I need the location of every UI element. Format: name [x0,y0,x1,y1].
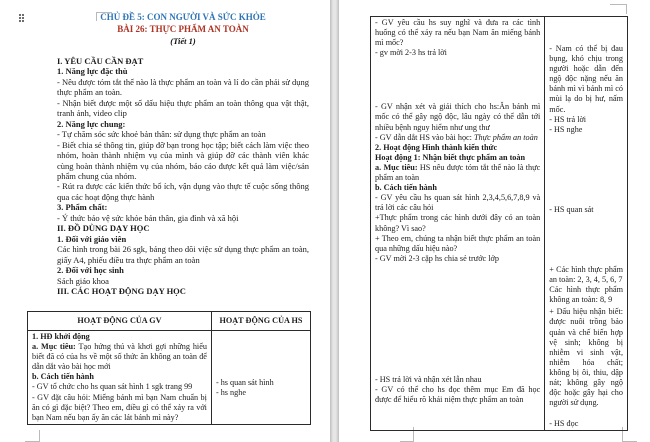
lesson-title: BÀI 26: THỰC PHẨM AN TOÀN [117,24,249,34]
activity-line [375,375,540,385]
line-text: - HS trả lời [549,114,587,124]
lesson-subtitle: (Tiết 1) [170,36,196,46]
line-text: - GV yêu cầu hs quan sát hình 2,3,4,5,6,7,8,9 và trả lời các câu hỏi [375,193,541,213]
paragraph-text: - Rút ra được các kiến thức bổ ích, vận dụng vào thực tế cuộc sống thông qua các hoạt động thực hành [57,181,309,202]
paragraph-text: - Nhận biết được một số dấu hiệu thực phẩm an toàn thông qua vật thật, tranh ảnh, video clip [57,97,309,119]
paragraph [57,98,309,119]
heading-text: 1. Năng lực đặc thù [57,66,128,77]
chapter-title: CHỦ ĐỀ 5: CON NGƯỜI VÀ SỨC KHỎE [100,12,266,22]
activity-line [549,307,623,408]
activity-heading [375,183,540,193]
line-text: - GV đặt câu hỏi: Miếng bánh mì bạn Nam chuẩn bị ăn có gì đặc biệt? Theo em, điều gì có thể xảy ra với bạn Nam nếu bạn ấy ăn các lát bánh mì này? [32,392,207,422]
heading [57,202,309,212]
heading-text: 3. Phẩm chất: [57,202,108,213]
line-text: - hs quan sát hình [215,378,274,387]
activity-line [375,163,540,183]
paragraph-text: - Tự chăm sóc sức khoẻ bản thân: sử dụng thực phẩm an toàn [57,129,266,140]
hs-cell [211,331,310,425]
line-text: - GV mời 2-3 cặp hs chia sẻ trước lớp [375,253,499,263]
activity-line [375,385,540,405]
activity-heading [375,153,540,163]
lead-bold: a. Mục tiêu: [375,162,418,172]
activity-heading-text: Hoạt động 1: Nhận biết thực phẩm an toàn [375,152,526,162]
paragraph-text: Các hình trong bài 26 sgk, bảng theo dõi việc sử dụng thực phẩm an toàn, giấy A4, phiếu điều tra thực phẩm an toàn [57,244,309,265]
table-header-row [28,312,311,331]
column-header-gv: HOẠT ĐỘNG CỦA GV [28,312,212,331]
activity-heading-text: b. Cách tiến hành [32,372,94,382]
line-text: - GV có thể cho hs đọc thêm mục Em đã học được để hiểu rõ khái niệm thực phẩm an toàn [375,384,541,405]
line-text: - HS trả lời và nhận xét lẫn nhau [375,374,482,384]
activity-heading-text: 1. HĐ khởi động [32,332,90,341]
gv-cell [28,331,212,425]
heading [57,119,309,129]
paragraph [57,244,309,265]
drag-handle-icon[interactable] [19,14,24,22]
lesson-title-block [55,11,311,47]
heading-text: 1. Đối với giáo viên [57,233,127,244]
lead-bold: a. Mục tiêu: [32,342,76,352]
line-text: - GV dẫn dắt HS vào bài học: [375,132,474,142]
activity-line [549,265,623,285]
activities-table-page1 [27,311,311,425]
activity-line [216,378,306,388]
line-text: + Dấu hiệu nhận biết: được nuôi trồng bảo quản và chế biến hợp vệ sinh; không bị nhiễm vi sinh vật, nhiễm hóa chất; không bị ôi, thiu, dập nát; không gây ngộ độc hoặc gây hại cho người sử dụng. [549,307,623,408]
heading-text: 2. Năng lực chung: [57,118,126,129]
heading-text: III. CÁC HOẠT ĐỘNG DẠY HỌC [57,285,186,296]
line-text: + Các hình thực phẩm an toàn: 2, 3, 4, 5, 6, 7 [549,264,623,285]
paragraph-text: - Nêu được tóm tắt thế nào là thực phẩm an toàn và lí do cần phải sử dụng thực phẩm an toàn. [57,76,309,98]
activities-table-page2 [370,16,628,431]
heading-text: II. ĐỒ DÙNG DẠY HỌC [57,223,150,234]
heading-text: I. YÊU CẦU CẦN ĐẠT [57,56,144,66]
activity-line [375,133,540,143]
heading [57,66,309,76]
activity-line [375,18,540,48]
activity-heading [32,332,207,342]
activity-heading-text: b. Cách tiến hành [375,183,437,193]
hs-cell [545,17,628,431]
paragraph-text: - Biết chia sẻ thông tin, giúp đỡ bạn trong học tập; biết cách làm việc theo nhóm, hoàn thành nhiệm vụ của mình và giúp đỡ các thành viên khác cùng hoàn thành nhiệm vụ của nhóm, báo cáo được kết quả làm việc/sản phẩm chung của nhóm. [57,139,309,181]
activity-line [375,193,540,213]
paragraph [57,213,309,223]
paragraph [57,276,309,286]
paragraph-text: - Ý thức bảo vệ sức khỏe bản thân, gia đình và xã hội [57,212,239,223]
activity-line [549,125,623,135]
activity-line [32,342,207,372]
line-text: Các hình thực phẩm không an toàn: 8, 9 [549,285,623,305]
line-text: - GV tổ chức cho hs quan sát hình 1 sgk trang 99 [32,382,193,392]
activity-line [375,234,540,254]
paragraph-text: Sách giáo khoa [57,275,109,286]
line-text: HS nêu được tóm tắt thế nào là thực phẩm an toàn [375,162,541,183]
table-row [28,331,311,425]
activity-line [375,254,540,264]
activity-line [32,382,207,392]
page-right [339,0,650,442]
line-text: - HS nghe [549,124,583,134]
activity-line [32,393,207,423]
line-text: - gv mời 2-3 hs trả lời [375,48,447,58]
activity-line [549,205,623,215]
heading [57,286,309,296]
line-text: - GV nhận xét và giải thích cho hs:Ăn bánh mì mốc có thể gây ngộ độc, lâu ngày có thể dẫn tới nhiều bệnh nguy hiểm như ung thư [375,102,541,132]
table-row [371,17,628,431]
line-text: - HS quan sát [549,204,594,214]
line-text: - HS đọc [549,419,579,429]
lesson-name-italic: Thực phẩm an toàn [474,132,538,142]
paragraph [57,129,309,139]
activity-line [216,388,306,398]
lesson-body [57,56,309,296]
line-text: - hs nghe [215,388,246,398]
activity-line [549,419,623,429]
heading [57,265,309,275]
heading-text: 2. Đối với học sinh [57,265,124,276]
activity-line [375,48,540,58]
line-text: - GV yêu cầu hs suy nghĩ và đưa ra các tình huống có thể xảy ra nếu bạn Nam ăn miếng bánh mì mốc? [375,18,541,48]
margin-corner-mark [25,430,40,442]
paragraph [57,140,309,182]
page-gap-divider [330,0,339,442]
line-text: Tạo hứng thú và khơi gợi những hiểu biết đã có của hs về một số thức ăn không an toàn để dẫn dắt vào bài học mới [32,342,207,372]
activity-line [375,102,540,132]
heading [57,234,309,244]
paragraph [57,77,309,98]
gv-cell [371,17,545,431]
line-text: + Theo em, chúng ta nhận biết thực phẩm an toàn qua những dấu hiệu nào? [375,233,541,253]
activity-heading-text: 2. Hoạt động Hình thành kiến thức [375,142,498,152]
activity-line [549,115,623,125]
line-text: - Nam có thể bị đau bụng, khó chịu trong người hoặc dẫn đến ngộ độc nặng nếu ăn bánh mì vì bánh mì có mùi lạ do bị hư, nấm mốc. [549,44,623,114]
column-header-hs: HOẠT ĐỘNG CỦA HS [211,312,310,331]
paragraph [57,181,309,202]
heading [57,56,309,66]
line-text: +Thực phẩm trong các hình dưới đây có an toàn không? Vì sao? [375,213,541,233]
activity-line [549,285,623,305]
margin-corner-mark [610,4,627,14]
activity-line [549,44,623,115]
activity-heading [375,143,540,153]
activity-heading [32,372,207,382]
heading [57,223,309,233]
activity-line [375,213,540,233]
